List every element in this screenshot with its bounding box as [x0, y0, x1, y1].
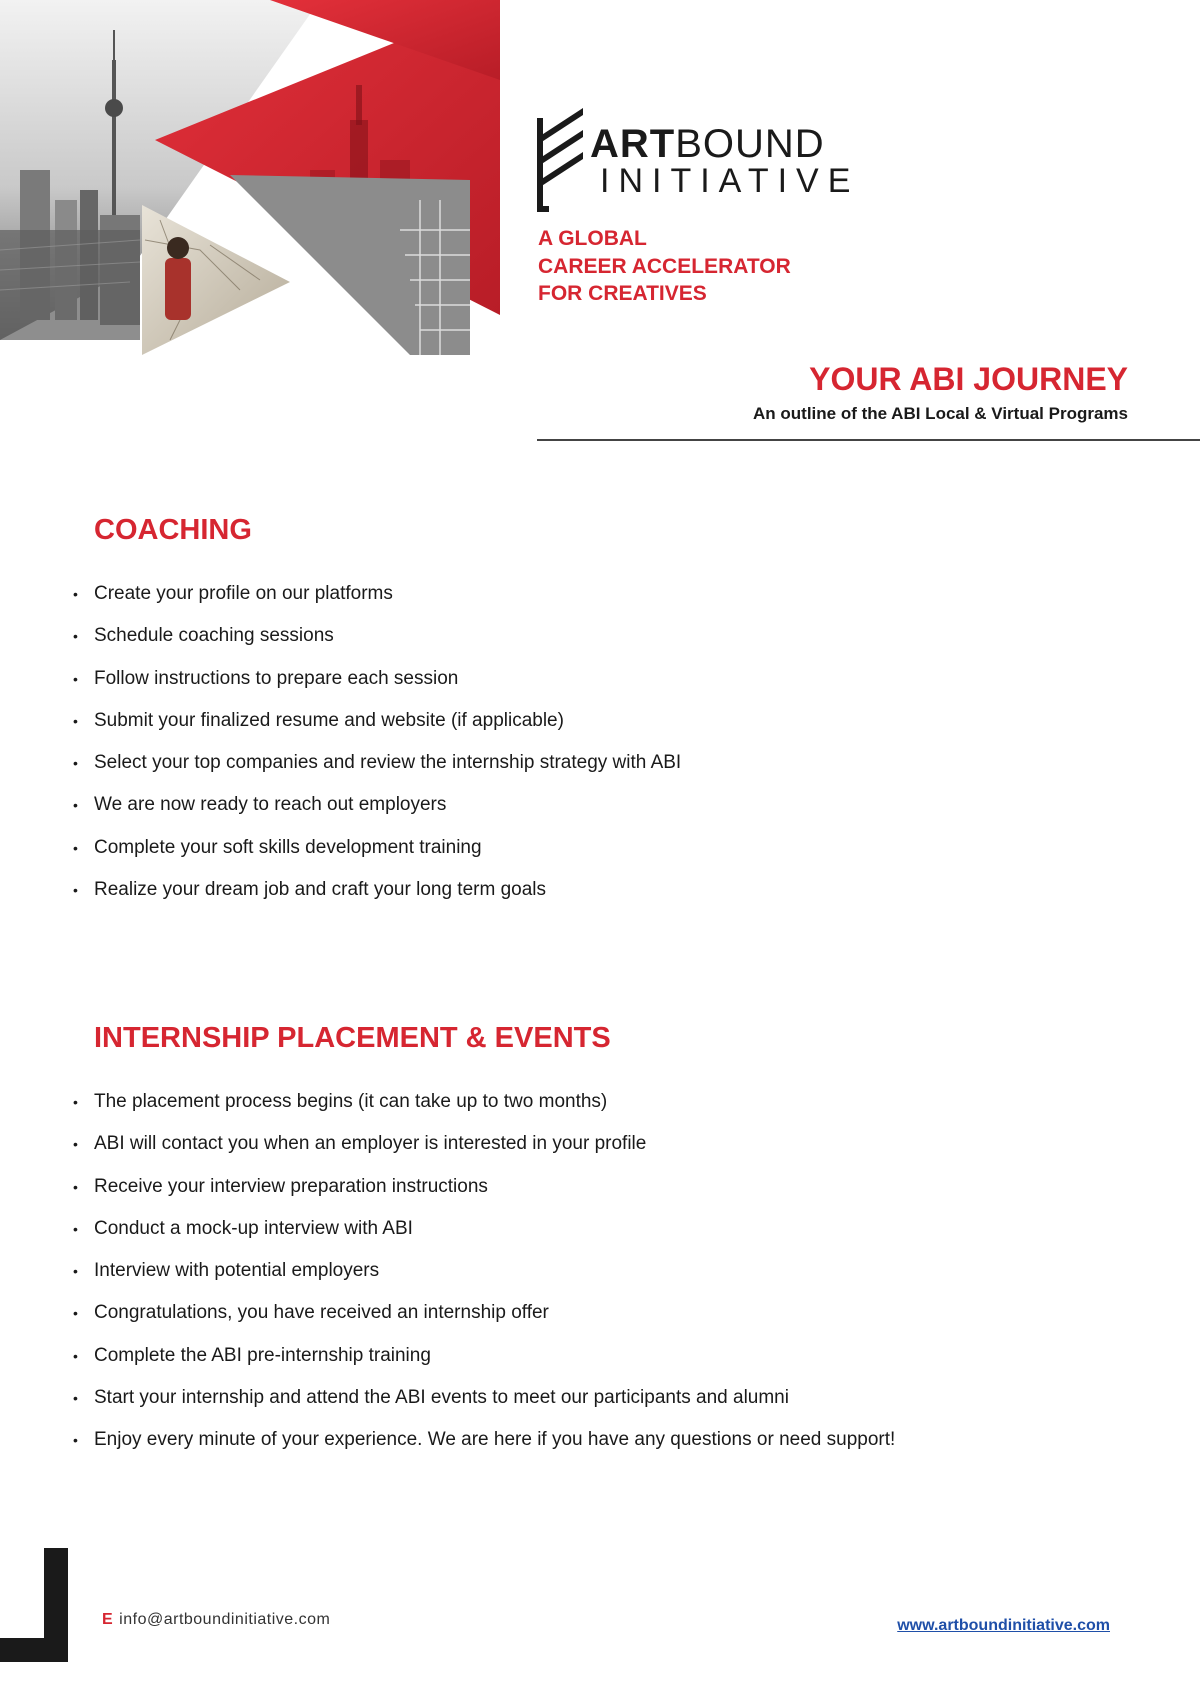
tagline [538, 225, 791, 308]
website-link[interactable]: www.artboundinitiative.com [897, 1617, 1110, 1634]
list-item-text: ABI will contact you when an employer is interested in your profile [94, 1133, 647, 1155]
corner-bracket-decoration [0, 1548, 70, 1662]
email-label: E [102, 1611, 114, 1628]
logo-wordmark-line2: INITIATIVE [600, 162, 860, 200]
list-item [72, 837, 681, 879]
logo-art-text: ART [590, 122, 676, 166]
bullet-icon: • [73, 1432, 78, 1449]
list-item [72, 794, 681, 836]
artbound-logo [537, 108, 860, 212]
list-item-text: Interview with potential employers [94, 1260, 380, 1282]
artbound-logo-icon [537, 108, 585, 212]
bullet-icon: • [73, 755, 78, 772]
page-subtitle: An outline of the ABI Local & Virtual Programs [753, 404, 1128, 423]
bullet-icon: • [73, 712, 78, 729]
list-item-text: Complete your soft skills development training [94, 836, 482, 858]
list-item-text: Congratulations, you have received an internship offer [94, 1302, 549, 1324]
bullet-icon: • [73, 882, 78, 899]
bullet-icon: • [73, 1263, 78, 1280]
list-item-text: Complete the ABI pre-internship training [94, 1344, 431, 1366]
header-divider [537, 439, 1200, 441]
list-item [72, 752, 681, 794]
bullet-icon: • [73, 1347, 78, 1364]
list-item-text: Schedule coaching sessions [94, 625, 334, 647]
list-item [72, 668, 681, 710]
bullet-icon: • [73, 628, 78, 645]
bullet-icon: • [73, 1178, 78, 1195]
list-item-text: Select your top companies and review the internship strategy with ABI [94, 752, 682, 774]
bullet-icon: • [73, 1390, 78, 1407]
list-item-text: Start your internship and attend the ABI events to meet our participants and alumni [94, 1387, 789, 1409]
list-item [72, 625, 681, 667]
list-item [72, 1345, 895, 1387]
list-item [72, 1302, 895, 1344]
list-item [72, 583, 681, 625]
list-item-text: We are now ready to reach out employers [94, 794, 447, 816]
list-item [72, 879, 681, 921]
coaching-list [72, 583, 681, 921]
bullet-icon: • [73, 1305, 78, 1322]
page-title: YOUR ABI JOURNEY [809, 361, 1128, 397]
list-item-text: Receive your interview preparation instructions [94, 1175, 488, 1197]
list-item [72, 1260, 895, 1302]
bullet-icon: • [73, 586, 78, 602]
list-item-text: Enjoy every minute of your experience. We are here if you have any questions or need support! [94, 1429, 896, 1451]
bullet-icon: • [73, 670, 78, 687]
tagline-line: CAREER ACCELERATOR [538, 254, 791, 278]
hero-collage-image [0, 0, 500, 360]
tagline-line: A GLOBAL [538, 227, 647, 250]
list-item [72, 710, 681, 752]
list-item [72, 1218, 895, 1260]
logo-wordmark-line1 [590, 124, 825, 164]
list-item [72, 1387, 895, 1429]
list-item [72, 1091, 895, 1133]
bullet-icon: • [73, 1094, 78, 1110]
footer-email [102, 1611, 330, 1629]
bullet-icon: • [73, 1220, 78, 1237]
internship-list [72, 1091, 895, 1472]
logo-bound-text: BOUND [675, 122, 825, 166]
list-item-text: Create your profile on our platforms [94, 583, 393, 604]
section-title-internship: INTERNSHIP PLACEMENT & EVENTS [94, 1022, 611, 1054]
bullet-icon: • [73, 1136, 78, 1153]
email-address[interactable]: info@artboundinitiative.com [119, 1611, 331, 1628]
bullet-icon: • [73, 797, 78, 814]
list-item-text: Submit your finalized resume and website (if applicable) [94, 709, 564, 731]
tagline-line: FOR CREATIVES [538, 282, 707, 305]
list-item [72, 1429, 895, 1471]
list-item [72, 1133, 895, 1175]
section-title-coaching: COACHING [94, 514, 252, 546]
list-item [72, 1176, 895, 1218]
list-item-text: Realize your dream job and craft your long term goals [94, 879, 547, 901]
list-item-text: The placement process begins (it can take up to two months) [94, 1091, 608, 1112]
list-item-text: Follow instructions to prepare each session [94, 667, 459, 689]
bullet-icon: • [73, 839, 78, 856]
list-item-text: Conduct a mock-up interview with ABI [94, 1217, 413, 1239]
